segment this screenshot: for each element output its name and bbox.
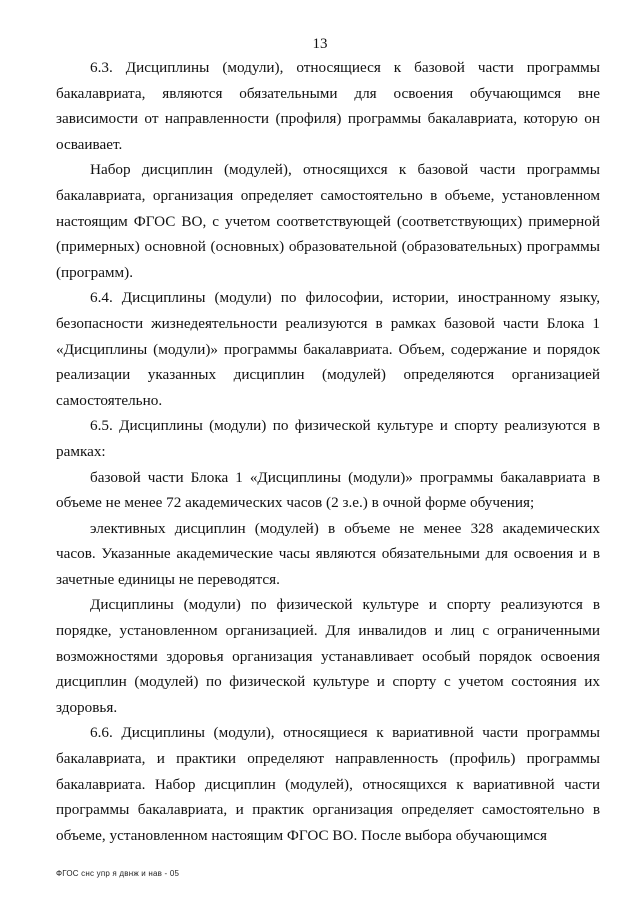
page-footer: ФГОС снс упр я двнж и нав - 05 bbox=[56, 869, 180, 878]
paragraph-basic-block-hours: базовой части Блока 1 «Дисциплины (модули)» программы бакалавриата в объеме не менее 72 академических часов (2 з.е.) в очной форме обучения; bbox=[56, 468, 600, 512]
paragraph-6-5: 6.5. Дисциплины (модули) по физической культуре и спорту реализуются в рамках: bbox=[56, 417, 600, 460]
paragraph-basic-part-set: Набор дисциплин (модулей), относящихся к базовой части программы бакалавриата, организация определяет самостоятельно в объеме, установленном настоящим ФГОС ВО, с учетом соответствующей (соответствующих) примерной (примерных) основной (основных) образовательной (образовательных) программы (программ). bbox=[56, 161, 600, 281]
paragraph-6-3: 6.3. Дисциплины (модули), относящиеся к базовой части программы бакалавриата, являются обязательными для освоения обучающимся вне зависимости от направленности (профиля) программы бакалавриата, которую он осваивает. bbox=[56, 59, 600, 153]
paragraph-6-6: 6.6. Дисциплины (модули), относящиеся к вариативной части программы бакалавриата, и практики определяют направленность (профиль) программы бакалавриата. Набор дисциплин (модулей), относящихся к вариативной части программы бакалавриата, и практик организация определяет самостоятельно в объеме, установленном настоящим ФГОС ВО. После выбора обучающимся bbox=[56, 724, 600, 844]
page-number: 13 bbox=[312, 36, 328, 52]
paragraph-physical-culture-order: Дисциплины (модули) по физической культуре и спорту реализуются в порядке, установленном организацией. Для инвалидов и лиц с ограниченными возможностями здоровья организация устанавливает особый порядок освоения дисциплин (модулей) по физической культуре и спорту с учетом состояния их здоровья. bbox=[56, 596, 600, 716]
paragraph-elective-hours: элективных дисциплин (модулей) в объеме не менее 328 академических часов. Указанные академические часы являются обязательными для освоения и в зачетные единицы не переводятся. bbox=[56, 519, 600, 588]
paragraph-6-4: 6.4. Дисциплины (модули) по философии, истории, иностранному языку, безопасности жизнедеятельности реализуются в рамках базовой части Блока 1 «Дисциплины (модули)» программы бакалавриата. Объем, содержание и порядок реализации указанных дисциплин (модулей) определяются организацией самостоятельно. bbox=[56, 289, 600, 409]
document-body bbox=[56, 55, 600, 848]
